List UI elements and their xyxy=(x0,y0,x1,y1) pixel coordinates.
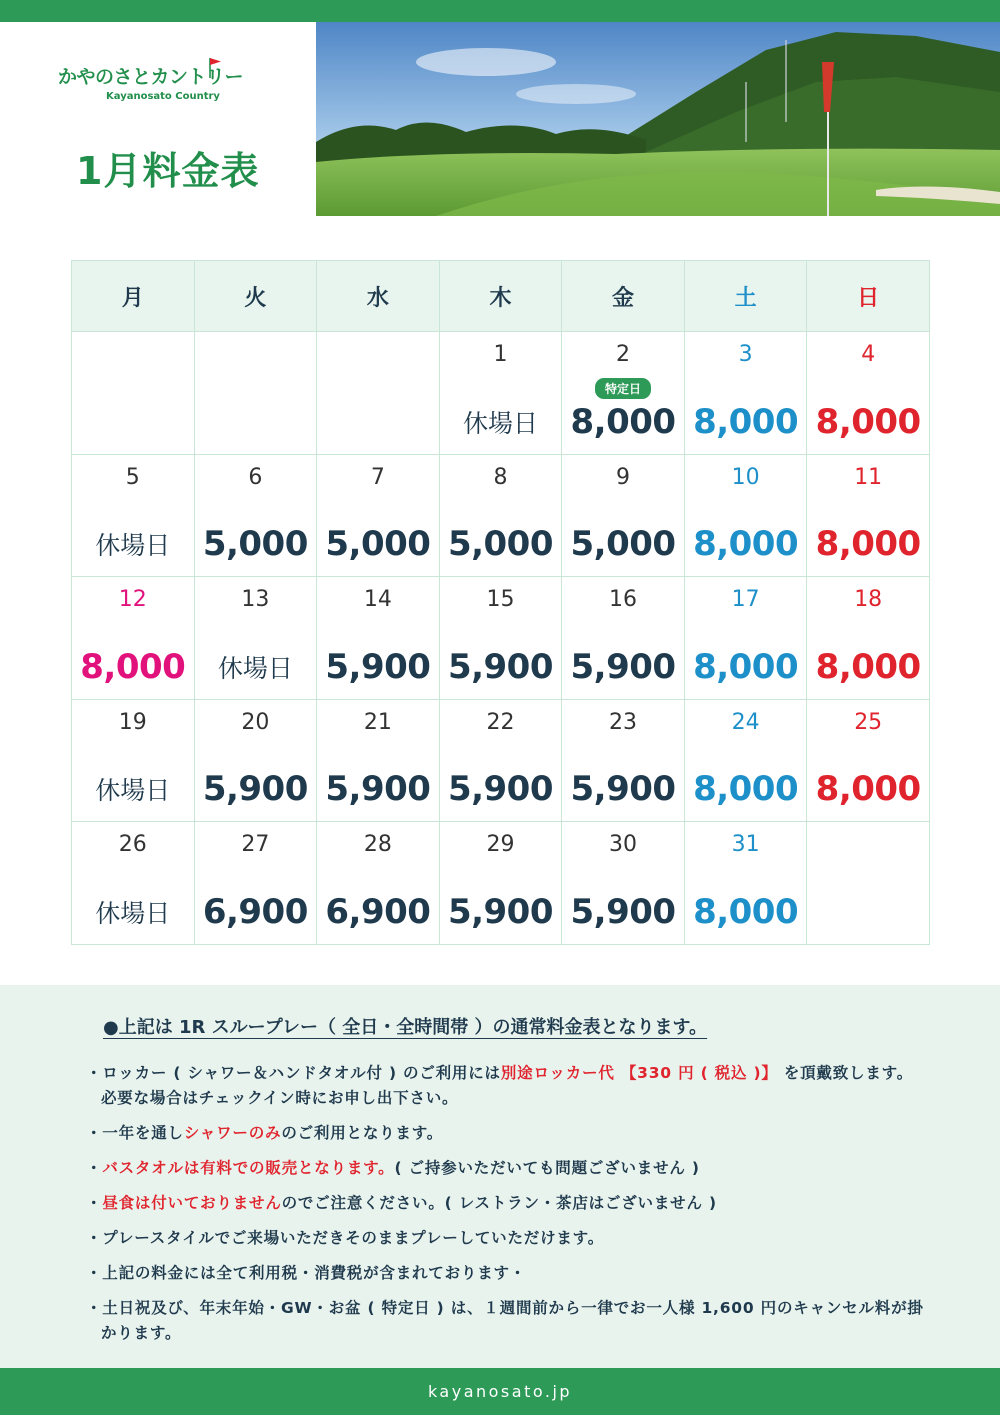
closed-label: 休場日 xyxy=(462,408,538,438)
calendar-header-row xyxy=(72,261,930,332)
website-link[interactable]: kayanosato.jp xyxy=(427,1382,573,1401)
brand-name-en: Kayanosato Country xyxy=(106,91,220,102)
note-item xyxy=(86,1226,926,1251)
day-number: 4 xyxy=(861,342,876,367)
calendar-day-cell xyxy=(439,454,562,577)
calendar-day-cell xyxy=(684,332,807,455)
calendar-day-cell xyxy=(194,822,317,945)
calendar-day-cell xyxy=(684,577,807,700)
calendar-day-cell xyxy=(194,332,317,455)
footer-bar xyxy=(0,1368,1000,1415)
note-item xyxy=(86,1121,926,1146)
day-number: 5 xyxy=(125,464,140,490)
header-sun: 日 xyxy=(807,261,930,332)
note-highlight: シャワーのみ xyxy=(183,1124,282,1142)
day-number: 17 xyxy=(731,587,760,613)
header-fri: 金 xyxy=(562,261,685,332)
note-item xyxy=(86,1061,926,1111)
day-number: 26 xyxy=(118,832,147,858)
calendar-day-cell xyxy=(807,577,930,700)
day-number: 6 xyxy=(248,464,263,490)
top-bar xyxy=(0,0,1000,22)
note-highlight: 昼食は付いておりません xyxy=(102,1194,282,1212)
day-number: 24 xyxy=(731,709,760,735)
day-number: 3 xyxy=(738,342,753,367)
price-value: 8,000 xyxy=(815,769,921,810)
notes-list xyxy=(86,1061,926,1356)
calendar-day-cell xyxy=(807,332,930,455)
price-value: 5,900 xyxy=(325,646,431,687)
calendar-day-cell xyxy=(317,822,440,945)
calendar-day-cell xyxy=(72,454,195,577)
calendar-week-row xyxy=(72,577,930,700)
calendar-week-row xyxy=(72,699,930,822)
price-value: 5,900 xyxy=(447,646,553,687)
note-item xyxy=(86,1156,926,1181)
price-value: 5,900 xyxy=(570,891,676,932)
price-value: 5,900 xyxy=(447,891,553,932)
day-number: 12 xyxy=(118,587,147,613)
day-number: 20 xyxy=(241,709,270,735)
calendar-day-cell xyxy=(194,699,317,822)
price-value: 5,900 xyxy=(570,646,676,687)
day-number: 15 xyxy=(486,587,515,613)
note-text: ・プレースタイルでご来場いただきそのままプレーしていただけます。 xyxy=(86,1229,605,1247)
day-number: 23 xyxy=(609,709,638,735)
calendar-day-cell xyxy=(439,822,562,945)
note-item xyxy=(86,1296,926,1346)
header-mon: 月 xyxy=(72,261,195,332)
calendar-day-cell xyxy=(439,332,562,455)
brand-name: かやのさとカントリー xyxy=(58,66,244,88)
day-number: 31 xyxy=(731,832,760,858)
note-text: を頂戴致します。必要な場合はチェックイン時にお申し出下さい。 xyxy=(101,1064,913,1107)
calendar-day-cell xyxy=(72,822,195,945)
day-number: 27 xyxy=(241,832,270,858)
day-number: 16 xyxy=(609,587,638,613)
closed-label: 休場日 xyxy=(95,898,171,928)
calendar-day-cell xyxy=(439,577,562,700)
calendar-day-cell xyxy=(807,699,930,822)
day-number: 8 xyxy=(493,464,508,490)
price-calendar xyxy=(71,260,930,945)
day-number: 10 xyxy=(731,464,760,490)
price-value: 5,000 xyxy=(447,524,553,565)
price-value: 6,900 xyxy=(202,891,308,932)
calendar-day-cell xyxy=(562,454,685,577)
calendar-day-cell xyxy=(439,699,562,822)
price-value: 5,000 xyxy=(202,524,308,565)
price-value: 8,000 xyxy=(815,646,921,687)
calendar-day-cell xyxy=(562,699,685,822)
calendar-day-cell xyxy=(684,822,807,945)
note-text: ・一年を通し xyxy=(86,1124,184,1142)
header-sat: 土 xyxy=(684,261,807,332)
price-value: 5,900 xyxy=(570,769,676,810)
price-value: 6,900 xyxy=(325,891,431,932)
header-tue: 火 xyxy=(194,261,317,332)
calendar-day-cell xyxy=(562,332,685,455)
price-value: 5,900 xyxy=(325,769,431,810)
price-value: 8,000 xyxy=(80,646,186,687)
calendar-day-cell xyxy=(72,699,195,822)
calendar-week-row xyxy=(72,332,930,455)
special-day-badge: 特定日 xyxy=(595,378,651,399)
price-value: 5,000 xyxy=(325,524,431,565)
calendar-day-cell xyxy=(807,822,930,945)
closed-label: 休場日 xyxy=(95,531,171,561)
note-text: ・ロッカー ( シャワー＆ハンドタオル付 ) のご利用には xyxy=(86,1064,501,1082)
note-text: ・ xyxy=(86,1159,103,1177)
calendar-day-cell xyxy=(194,454,317,577)
price-value: 8,000 xyxy=(815,401,921,442)
header-thu: 木 xyxy=(439,261,562,332)
calendar-day-cell xyxy=(317,577,440,700)
calendar-day-cell xyxy=(807,454,930,577)
calendar-day-cell xyxy=(72,577,195,700)
calendar-day-cell xyxy=(72,332,195,455)
note-text: のご利用となります。 xyxy=(281,1124,444,1142)
day-number: 11 xyxy=(854,464,883,490)
day-number: 7 xyxy=(370,464,385,490)
note-text: ・ xyxy=(86,1194,103,1212)
day-number: 21 xyxy=(363,709,392,735)
header-wed: 水 xyxy=(317,261,440,332)
day-number: 2 xyxy=(616,342,631,367)
page-title: 1月料金表 xyxy=(76,149,260,193)
day-number: 18 xyxy=(854,587,883,613)
calendar-day-cell xyxy=(684,454,807,577)
price-value: 8,000 xyxy=(693,646,799,687)
notes-heading: ●上記は 1R スループレー（ 全日・全時間帯 ）の通常料金表となります。 xyxy=(103,1017,708,1038)
calendar-week-row xyxy=(72,822,930,945)
day-number: 30 xyxy=(609,832,638,858)
price-value: 8,000 xyxy=(693,769,799,810)
price-value: 8,000 xyxy=(815,524,921,565)
day-number: 1 xyxy=(493,342,508,367)
price-value: 5,900 xyxy=(202,769,308,810)
calendar-day-cell xyxy=(194,577,317,700)
brand-logo xyxy=(58,62,308,102)
note-text: のでご注意ください。( レストラン・茶店はございません ) xyxy=(281,1194,717,1212)
day-number: 9 xyxy=(616,464,631,490)
golf-course-photo xyxy=(316,22,1000,216)
price-value: 8,000 xyxy=(693,891,799,932)
calendar-week-row xyxy=(72,454,930,577)
price-value: 8,000 xyxy=(693,401,799,442)
price-value: 8,000 xyxy=(693,524,799,565)
note-text: ・上記の料金には全て利用税・消費税が含まれております・ xyxy=(86,1264,527,1282)
calendar-day-cell xyxy=(317,454,440,577)
calendar-day-cell xyxy=(562,577,685,700)
price-value: 5,000 xyxy=(570,524,676,565)
note-text: ・土日祝及び、年末年始・GW・お盆 ( 特定日 ) は、１週間前から一律でお一人様 1,600 円のキャンセル料が掛かります。 xyxy=(86,1299,924,1342)
flag-icon xyxy=(208,56,222,78)
price-value: 8,000 xyxy=(570,401,676,442)
closed-label: 休場日 xyxy=(217,653,293,683)
price-value: 5,900 xyxy=(447,769,553,810)
note-highlight: 別途ロッカー代 【330 円 ( 税込 )】 xyxy=(500,1064,778,1082)
note-text: ( ご持参いただいても問題ございません ) xyxy=(394,1159,700,1177)
day-number: 25 xyxy=(854,709,883,735)
day-number: 14 xyxy=(363,587,392,613)
day-number: 13 xyxy=(241,587,270,613)
closed-label: 休場日 xyxy=(95,776,171,806)
calendar-day-cell xyxy=(317,699,440,822)
note-item xyxy=(86,1261,926,1286)
calendar-day-cell xyxy=(317,332,440,455)
day-number: 29 xyxy=(486,832,515,858)
day-number: 22 xyxy=(486,709,515,735)
day-number: 19 xyxy=(118,709,147,735)
note-highlight: バスタオルは有料での販売となります。 xyxy=(102,1159,395,1177)
note-item xyxy=(86,1191,926,1216)
calendar-day-cell xyxy=(684,699,807,822)
calendar-day-cell xyxy=(562,822,685,945)
notes-section xyxy=(0,985,1000,1368)
day-number: 28 xyxy=(363,832,392,858)
